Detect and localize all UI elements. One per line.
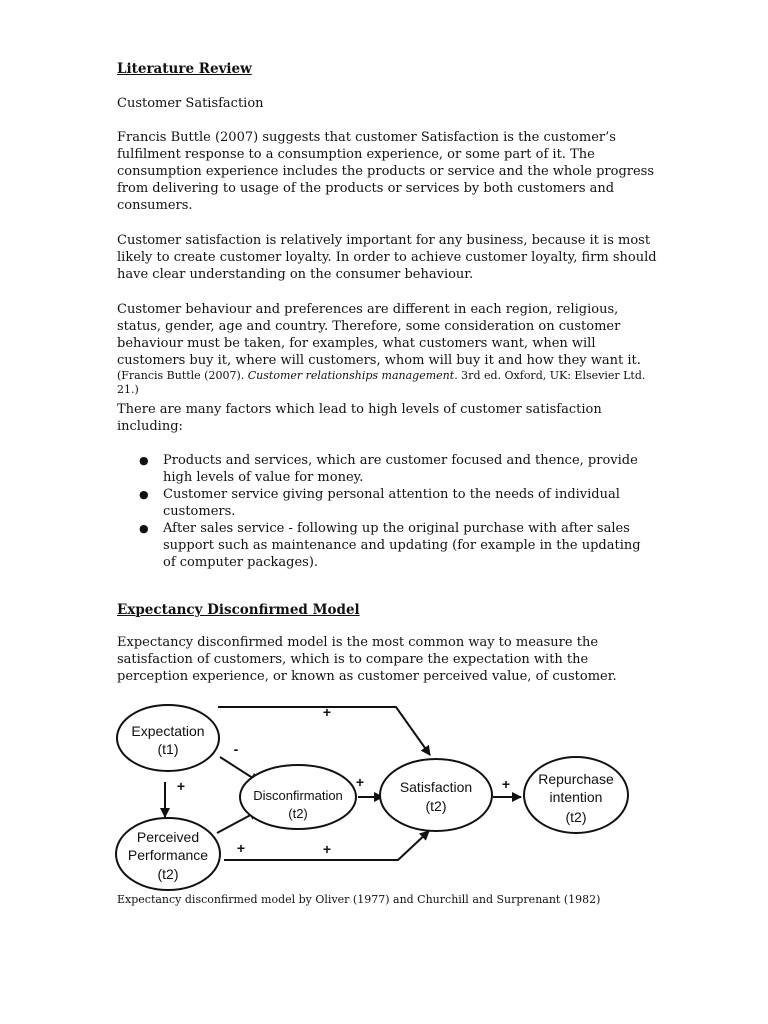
paragraph-5 bbox=[117, 634, 657, 685]
paragraph-3 bbox=[117, 301, 657, 397]
perceived-time: (t2) bbox=[157, 866, 179, 882]
expectation-label: Expectation bbox=[131, 723, 205, 739]
disconfirmation-time: (t2) bbox=[288, 806, 308, 821]
citation-suffix: . 3rd ed. Oxford, UK: Elsevier Ltd. 21.) bbox=[117, 369, 646, 396]
sign-perc-to-sat: + bbox=[322, 841, 332, 857]
paragraph-2-text: Customer satisfaction is relatively important for any business, because it is most likely to create customer loyalty. In order to achieve customer loyalty, firm should have clear understanding on the consumer behaviour. bbox=[117, 233, 657, 282]
repurchase-time: (t2) bbox=[565, 809, 587, 825]
list-item-text: After sales service - following up the original purchase with after sales support such as maintenance and updating (for example in the updating of computer packages). bbox=[163, 521, 641, 570]
citation bbox=[117, 369, 657, 397]
subheading-text: Customer Satisfaction bbox=[117, 96, 264, 111]
paragraph-4-text: There are many factors which lead to high levels of customer satisfaction including: bbox=[117, 402, 602, 434]
intention-label: intention bbox=[549, 789, 603, 805]
perceived-label: Perceived bbox=[136, 829, 200, 845]
bullet-icon: ● bbox=[139, 488, 149, 501]
list-item bbox=[117, 486, 657, 520]
satisfaction-node bbox=[380, 759, 492, 831]
expectation-time: (t1) bbox=[157, 741, 179, 757]
diagram-caption: Expectancy disconfirmed model by Oliver (1977) and Churchill and Surprenant (1982) bbox=[117, 893, 601, 906]
list-item bbox=[117, 520, 657, 571]
bullet-icon: ● bbox=[139, 522, 149, 535]
bullet-icon: ● bbox=[139, 454, 149, 467]
paragraph-1 bbox=[117, 129, 657, 214]
list-item bbox=[117, 452, 657, 486]
list-item-text: Products and services, which are customer focused and thence, provide high levels of value for money. bbox=[163, 453, 638, 485]
repurchase-label: Repurchase bbox=[538, 771, 614, 787]
sign-exp-to-disc: - bbox=[233, 741, 239, 757]
performance-label: Performance bbox=[127, 847, 209, 863]
list-item-text: Customer service giving personal attention to the needs of individual customers. bbox=[163, 487, 620, 519]
paragraph-3-text: Customer behaviour and preferences are different in each region, religious, status, gender, age and country. Therefore, some consideration on customer behaviour must be taken, for examples, what customers want, when will customers buy it, where will customers, whom will buy it and how they want it. bbox=[117, 302, 641, 368]
citation-title: Customer relationships management bbox=[247, 369, 455, 382]
customer-satisfaction-subheading bbox=[117, 95, 657, 112]
literature-review-heading: Literature Review bbox=[117, 61, 252, 77]
sign-disc-to-sat: + bbox=[355, 774, 365, 790]
factors-list bbox=[117, 452, 657, 571]
expectancy-model-heading: Expectancy Disconfirmed Model bbox=[117, 602, 360, 618]
citation-prefix: (Francis Buttle (2007). bbox=[117, 369, 248, 382]
disconfirmation-label: Disconfirmation bbox=[253, 788, 343, 803]
sign-sat-to-rep: + bbox=[501, 776, 511, 792]
paragraph-1-text: Francis Buttle (2007) suggests that customer Satisfaction is the customer’s fulfilment response to a consumption experience, or some part of it. The consumption experience includes the products or service and the whole progress from delivering to usage of the products or services by both customers and consumers. bbox=[117, 130, 655, 213]
sign-exp-to-sat: + bbox=[322, 704, 332, 720]
satisfaction-time: (t2) bbox=[425, 798, 447, 814]
satisfaction-label: Satisfaction bbox=[399, 779, 473, 795]
sign-exp-to-perc: + bbox=[176, 778, 186, 794]
paragraph-2 bbox=[117, 232, 657, 283]
expectancy-disconfirmed-diagram bbox=[108, 696, 648, 892]
sign-perc-to-disc: + bbox=[236, 840, 246, 856]
paragraph-4 bbox=[117, 401, 657, 435]
paragraph-5-text: Expectancy disconfirmed model is the most common way to measure the satisfaction of customers, which is to compare the expectation with the perception experience, or known as customer perceived value, of customer. bbox=[117, 635, 617, 684]
